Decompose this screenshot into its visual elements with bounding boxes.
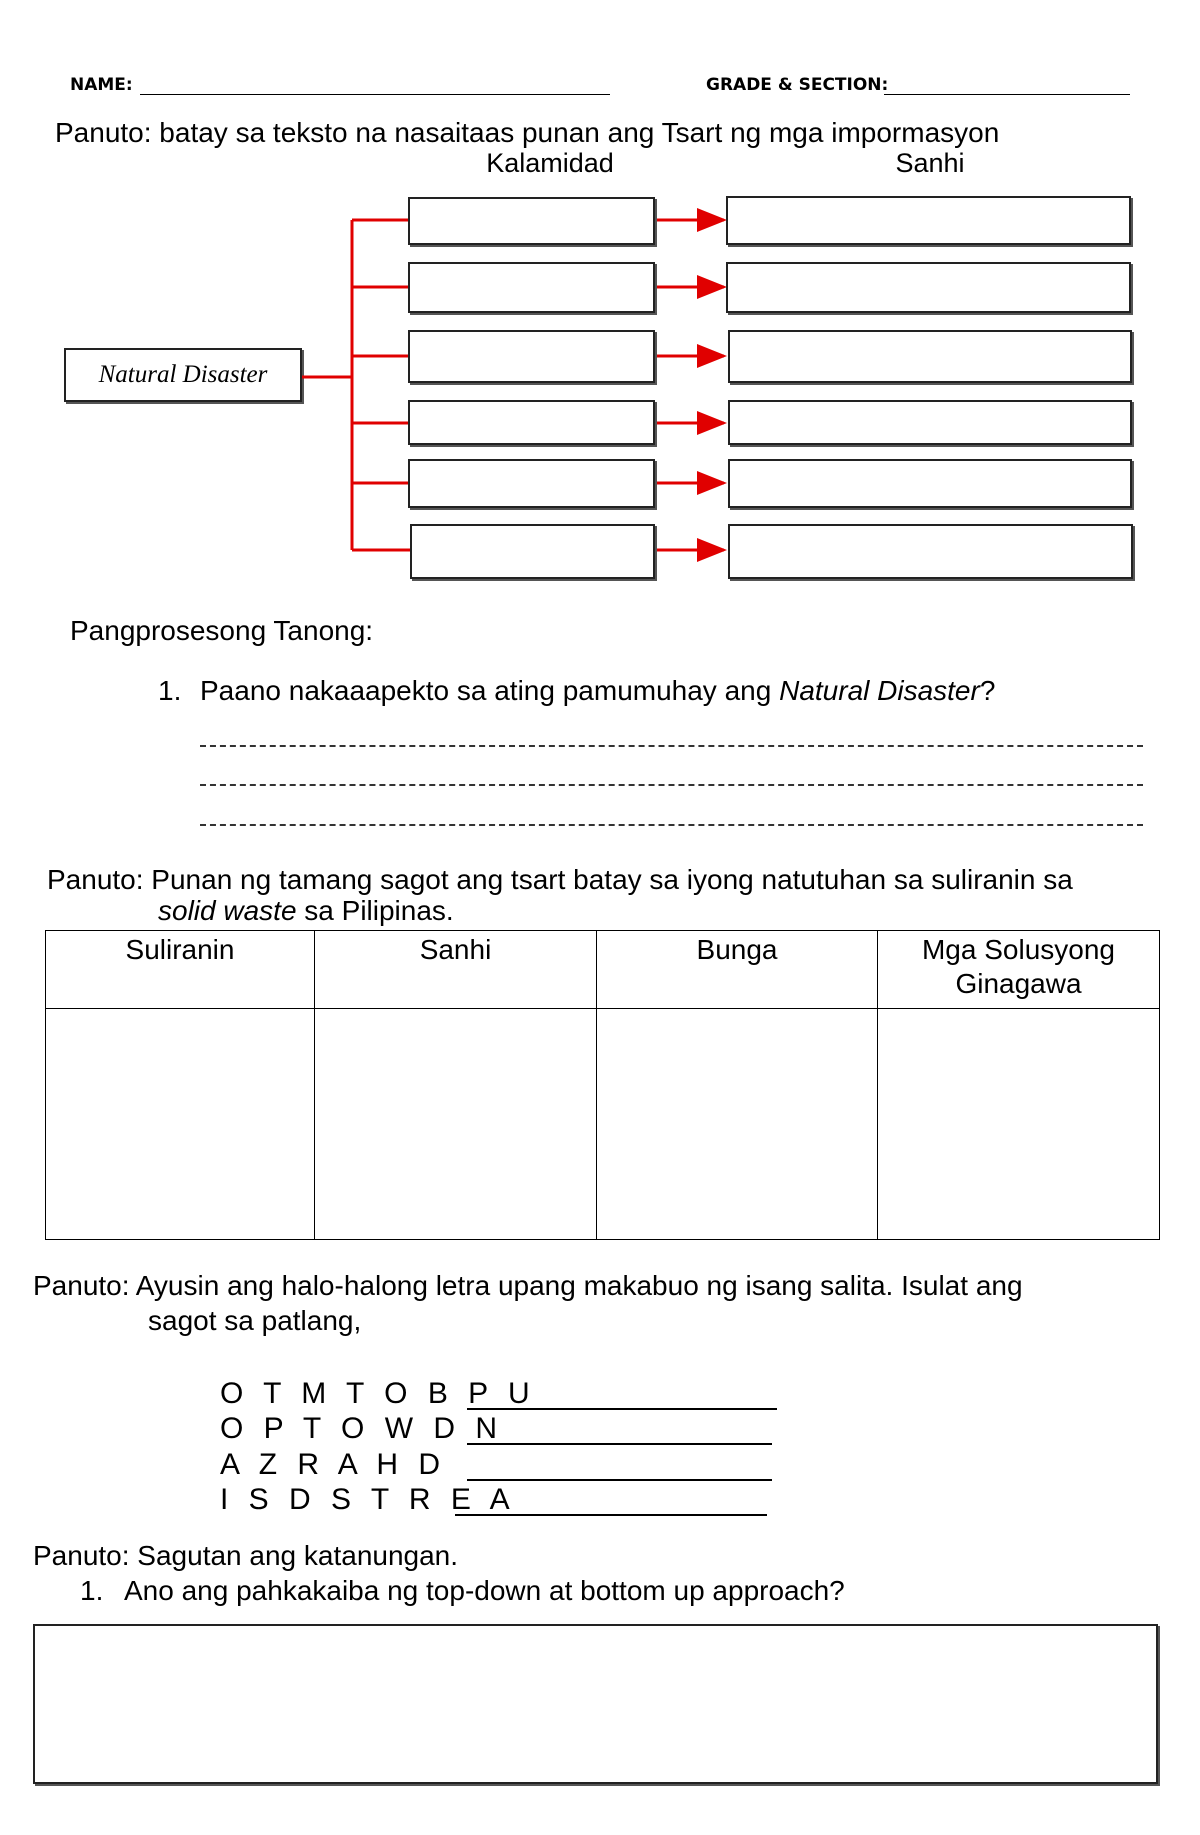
question-1-text-italic: Natural Disaster — [779, 675, 980, 706]
col-header-kalamidad: Kalamidad — [486, 148, 614, 178]
section5-instruction: Panuto: Sagutan ang katanungan. — [33, 1540, 459, 1571]
table-cell-sanhi[interactable] — [315, 1009, 597, 1240]
scrambled-answer-3[interactable] — [467, 1479, 772, 1481]
section5-question-number: 1. — [80, 1575, 104, 1606]
section5-question-text: Ano ang pahkakaiba ng top-down at bottom up approach? — [124, 1575, 845, 1606]
sanhi-box-4[interactable] — [728, 400, 1132, 445]
scrambled-word-3: A Z R A H D — [220, 1448, 447, 1481]
question-1-text — [200, 675, 995, 707]
scrambled-word-2: O P T O W D N — [220, 1412, 504, 1445]
natural-disaster-label: Natural Disaster — [98, 361, 268, 388]
section5-answer-box[interactable] — [33, 1624, 1158, 1784]
scrambled-answer-4[interactable] — [455, 1514, 767, 1516]
col-header-sanhi: Sanhi — [895, 148, 965, 178]
sanhi-box-6[interactable] — [728, 524, 1133, 579]
name-label: NAME: — [70, 75, 133, 95]
table-header-sanhi: Sanhi — [315, 931, 597, 1009]
section3-instruction-line1: Panuto: Punan ng tamang sagot ang tsart batay sa iyong natutuhan sa suliranin sa — [47, 864, 1073, 895]
section3-instruction-line2 — [158, 895, 454, 927]
kalamidad-box-3[interactable] — [408, 330, 655, 383]
section4-instruction-line2: sagot sa patlang, — [148, 1305, 362, 1336]
table-cell-bunga[interactable] — [597, 1009, 878, 1240]
kalamidad-box-4[interactable] — [408, 400, 655, 445]
answer-line-1[interactable] — [200, 745, 1143, 747]
grade-section-label: GRADE & SECTION: — [706, 75, 889, 95]
sanhi-box-5[interactable] — [728, 459, 1132, 508]
question-1-number: 1. — [158, 675, 182, 706]
question-1-text-a: Paano nakaaapekto sa ating pamumuhay ang — [200, 675, 780, 706]
answer-line-2[interactable] — [200, 784, 1143, 786]
scrambled-answer-1[interactable] — [467, 1408, 777, 1410]
sanhi-box-2[interactable] — [726, 262, 1131, 313]
kalamidad-box-1[interactable] — [408, 197, 655, 245]
solid-waste-table — [45, 930, 1160, 1240]
section1-instruction: Panuto: batay sa teksto na nasaitaas punan ang Tsart ng mga impormasyon — [55, 117, 1000, 148]
kalamidad-box-5[interactable] — [408, 459, 655, 508]
scrambled-word-4: I S D S T R E A — [220, 1483, 516, 1516]
processing-questions-heading: Pangprosesong Tanong: — [70, 615, 374, 646]
scrambled-word-1: O T M T O B P U — [220, 1377, 536, 1410]
section3-instruction-italic: solid waste — [158, 895, 297, 926]
kalamidad-box-6[interactable] — [410, 524, 655, 579]
table-header-bunga: Bunga — [597, 931, 878, 1009]
scrambled-answer-2[interactable] — [467, 1443, 772, 1445]
question-1-text-b: ? — [979, 675, 996, 706]
sanhi-box-1[interactable] — [726, 196, 1131, 245]
section3-instruction-rest: sa Pilipinas. — [296, 895, 454, 926]
table-cell-suliranin[interactable] — [46, 1009, 315, 1240]
table-header-solusyon: Mga Solusyong Ginagawa — [878, 931, 1160, 1009]
sanhi-box-3[interactable] — [728, 330, 1132, 383]
kalamidad-box-2[interactable] — [408, 262, 655, 313]
section4-instruction-line1: Panuto: Ayusin ang halo-halong letra upang makabuo ng isang salita. Isulat ang — [33, 1270, 1023, 1301]
table-header-suliranin: Suliranin — [46, 931, 315, 1009]
table-cell-solusyon[interactable] — [878, 1009, 1160, 1240]
answer-line-3[interactable] — [200, 824, 1143, 826]
